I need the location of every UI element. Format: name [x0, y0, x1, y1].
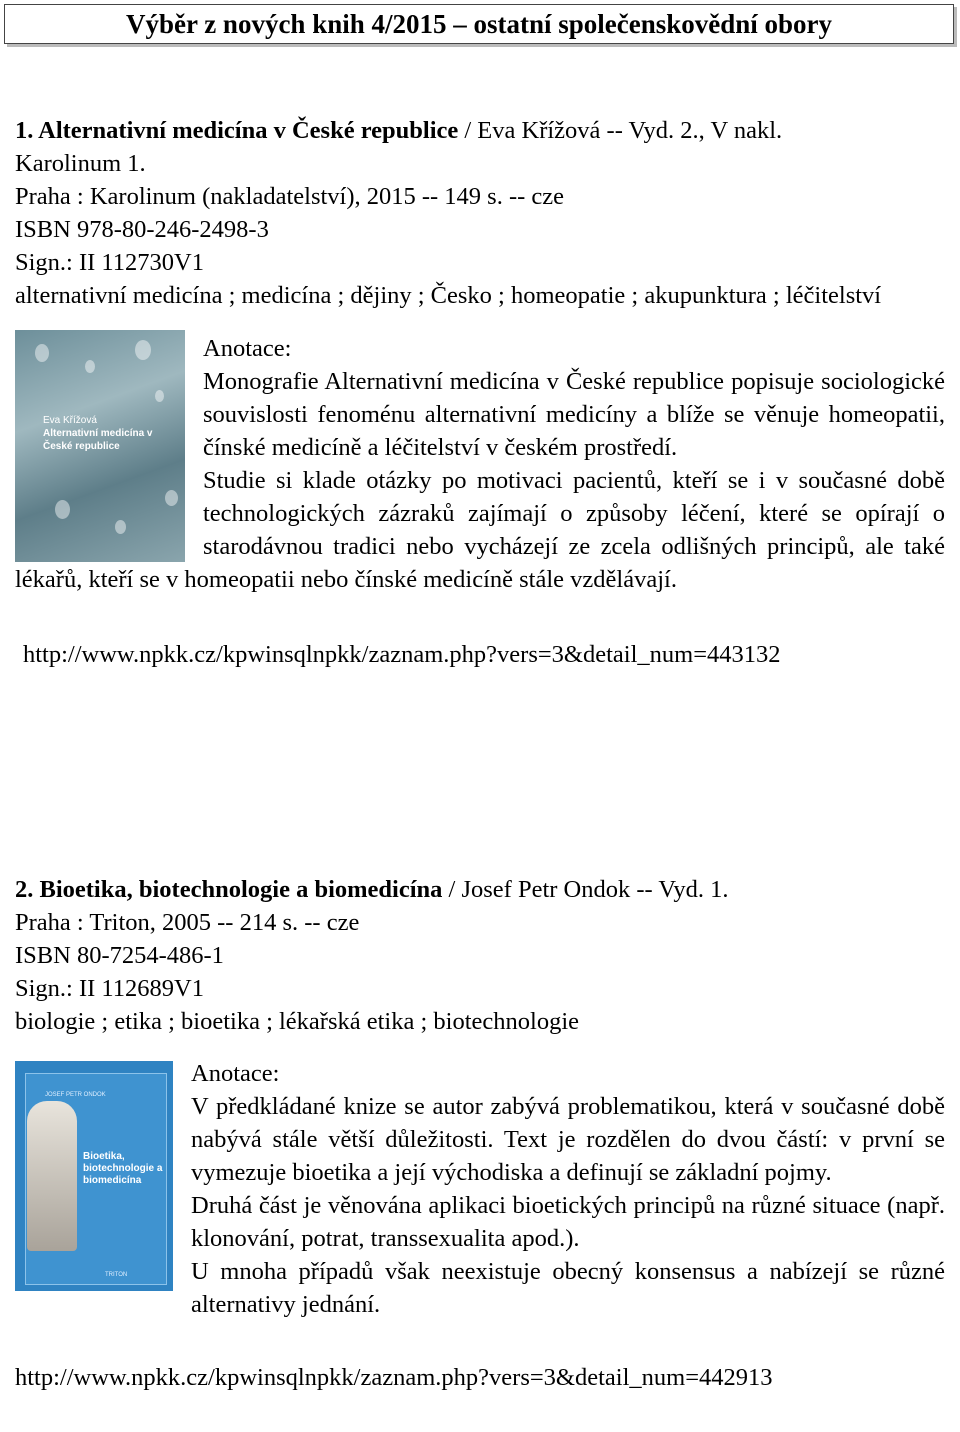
annotation-label: Anotace:	[203, 335, 292, 362]
book-responsibility-cont: Karolinum 1.	[15, 150, 146, 177]
annotation-paragraph: U mnoha případů však neexistuje obecný konsensus a nabízejí se různé alternativy jednání.	[191, 1258, 945, 1318]
book-responsibility: / Josef Petr Ondok -- Vyd. 1.	[442, 876, 729, 903]
book-isbn: ISBN 978-80-246-2498-3	[15, 216, 269, 243]
book-entry	[15, 114, 945, 671]
cover-title: Alternativní medicína v České republice	[43, 428, 153, 452]
book-signature: Sign.: II 112730V1	[15, 249, 204, 276]
book-title: 1. Alternativní medicína v České republice	[15, 117, 459, 144]
page-header	[4, 4, 954, 44]
book-title-line	[15, 873, 945, 906]
annotation-paragraph: Monografie Alternativní medicína v České republice popisuje sociologické souvislosti fenoménu alternativní medicíny a blíže se věnuje homeopatii, čínské medicíně a léčitelství v českém prostředí.	[203, 368, 945, 461]
book-isbn: ISBN 80-7254-486-1	[15, 942, 224, 969]
annotation-label: Anotace:	[191, 1060, 280, 1087]
book-cover-image	[15, 1061, 173, 1291]
book-title: 2. Bioetika, biotechnologie a biomedicína	[15, 876, 443, 903]
book-title-line	[15, 114, 945, 147]
book-subjects: alternativní medicína ; medicína ; dějiny ; Česko ; homeopatie ; akupunktura ; léčitelství	[15, 282, 882, 309]
book-publication: Praha : Triton, 2005 -- 214 s. -- cze	[15, 909, 360, 936]
book-responsibility: / Eva Křížová -- Vyd. 2., V nakl.	[458, 117, 783, 144]
cover-publisher: TRITON	[105, 1272, 128, 1278]
cover-title: Bioetika, biotechnologie a biomedicína	[83, 1151, 163, 1186]
book-cover-image	[15, 330, 185, 562]
annotation-paragraph: Studie si klade otázky po motivaci pacientů, kteří se i v současné době technologických zázraků zajímají o způsoby léčení, které se opírají o starodávnou tradici nebo vycházejí ze zcela odlišných principů, ale také lékařů, kteří se v homeopatii nebo čínské medicíně stále vzdělávají.	[15, 467, 945, 593]
annotation-paragraph: V předkládané knize se autor zabývá problematikou, která v současné době nabývá stále větší důležitosti. Text je rozdělen do dvou částí: v první se vymezuje bioetika a její východiska a definují se základní pojmy.	[191, 1093, 945, 1186]
statue-illustration	[27, 1101, 77, 1251]
annotation-block	[15, 328, 945, 596]
cover-text	[43, 414, 153, 453]
annotation-paragraph: Druhá část je věnována aplikaci bioetických principů na různé situace (např. klonování, potrat, transsexualita apod.).	[191, 1192, 945, 1252]
page-title: Výběr z nových knih 4/2015 – ostatní společenskovědní obory	[125, 9, 833, 39]
cover-author: JOSEF PETR ONDOK	[45, 1092, 106, 1098]
cover-author: Eva Křížová	[43, 415, 97, 426]
catalog-link[interactable]: http://www.npkk.cz/kpwinsqlnpkk/zaznam.php?vers=3&detail_num=443132	[23, 641, 781, 668]
book-entry	[15, 873, 945, 1394]
book-subjects: biologie ; etika ; bioetika ; lékařská etika ; biotechnologie	[15, 1008, 580, 1035]
annotation-block	[15, 1055, 945, 1321]
book-signature: Sign.: II 112689V1	[15, 975, 204, 1002]
book-publication: Praha : Karolinum (nakladatelství), 2015 -- 149 s. -- cze	[15, 183, 565, 210]
catalog-link[interactable]: http://www.npkk.cz/kpwinsqlnpkk/zaznam.php?vers=3&detail_num=442913	[15, 1364, 773, 1391]
